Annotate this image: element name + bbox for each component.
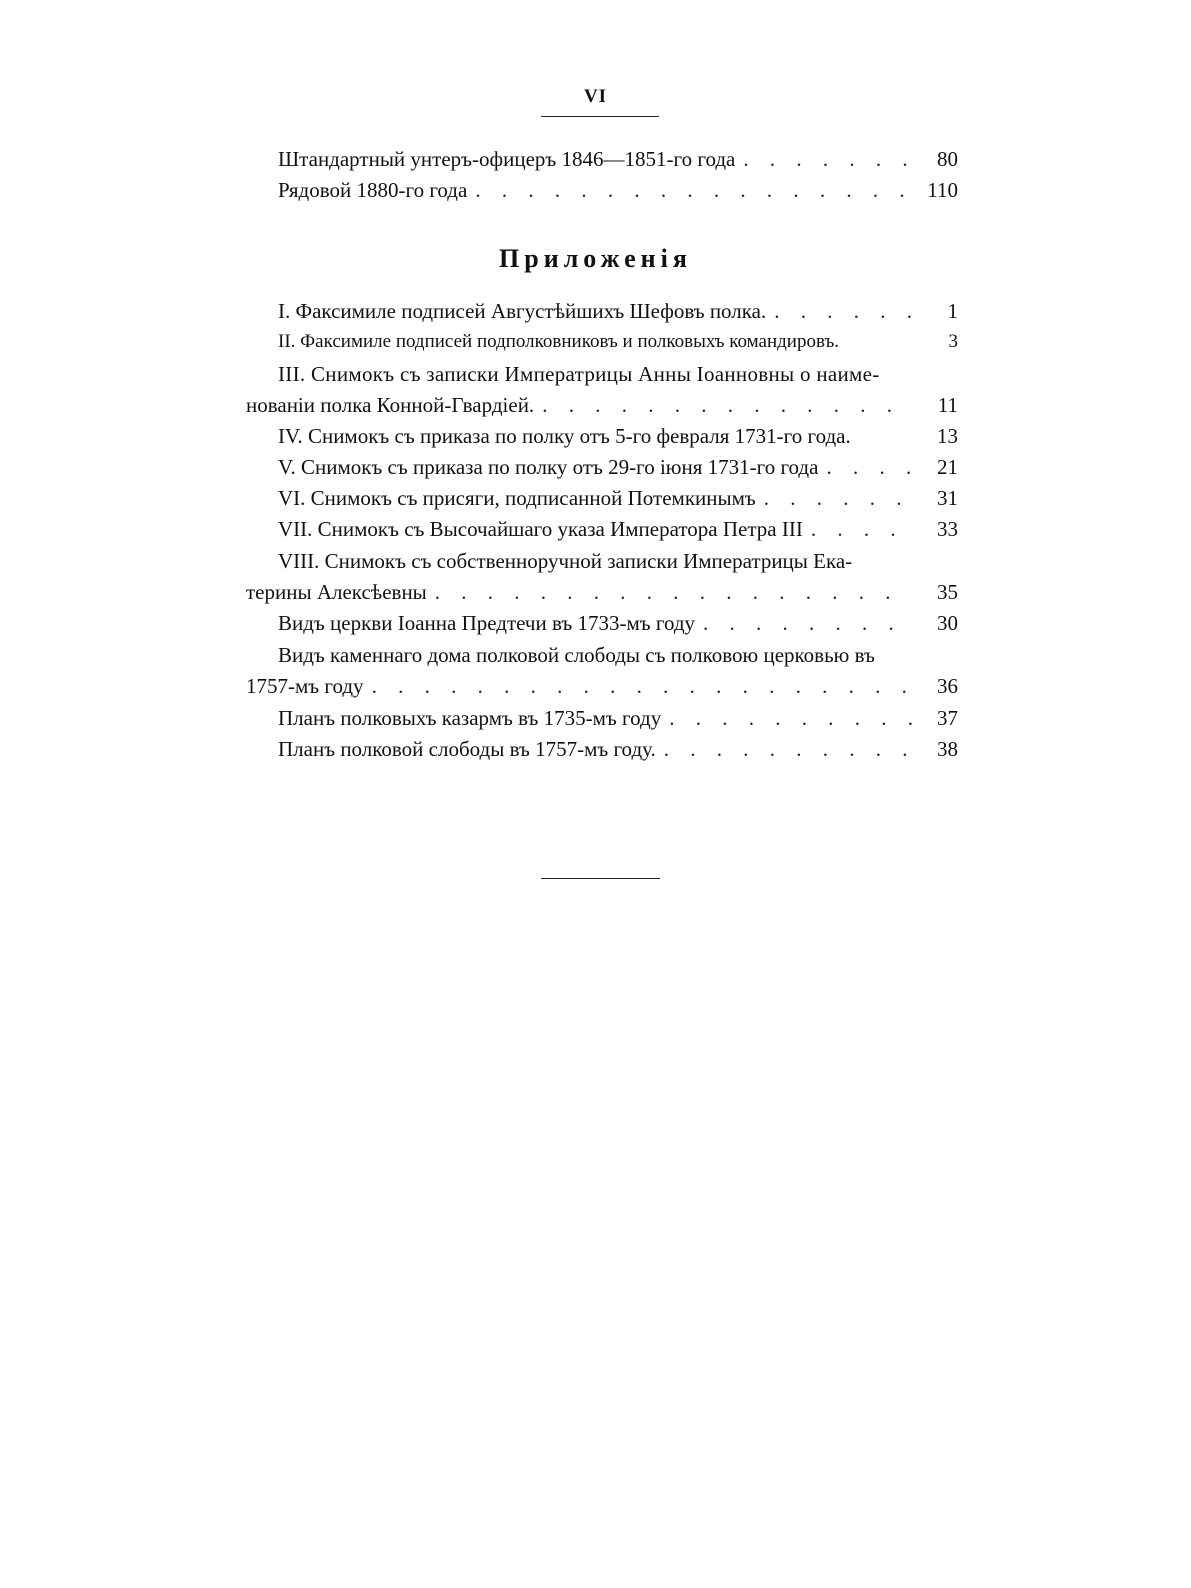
toc-entry-page: 80 (937, 147, 958, 171)
footer-rule (541, 878, 660, 879)
toc-entry (278, 175, 958, 205)
leader-dots (826, 452, 912, 482)
appendix-entry (278, 514, 958, 544)
page-number: VI (583, 86, 608, 107)
appendix-entry (278, 452, 958, 482)
toc-entry-text: Штандартный унтеръ-офицеръ 1846—1851-го года (278, 147, 736, 171)
appendix-entry-page: 3 (948, 331, 958, 352)
appendix-entry-text-line1: VIII. Снимокъ съ собственноручной записки Императрицы Ека- (278, 549, 853, 573)
leader-dots (542, 390, 912, 420)
appendix-entry-text: VI. Снимокъ съ присяги, подписанной Потемкинымъ (278, 486, 756, 510)
leader-dots (811, 514, 912, 544)
appendix-entry-page: 37 (937, 706, 958, 730)
appendix-entry (278, 608, 958, 638)
appendix-entry-text: II. Факсимиле подписей подполковниковъ и полковыхъ командировъ. (278, 331, 840, 352)
appendix-entry-text-line2: терины Алексѣевны (246, 580, 427, 604)
leader-dots (372, 671, 912, 701)
leader-dots (764, 483, 912, 513)
leader-dots (669, 703, 912, 733)
appendix-entry-text: V. Снимокъ съ приказа по полку отъ 29-го іюня 1731-го года (278, 455, 819, 479)
appendix-entry-page: 31 (937, 486, 958, 510)
appendix-entry-page: 36 (937, 674, 958, 698)
appendix-entry-text-line2: 1757-мъ году (246, 674, 364, 698)
appendix-entry (246, 577, 958, 607)
appendix-entry (246, 390, 958, 420)
appendix-entry-page: 11 (937, 393, 958, 417)
header-rule (541, 116, 659, 117)
appendix-entry-text: I. Факсимиле подписей Августѣйшихъ Шефовъ полка. (278, 299, 767, 323)
appendix-entry-page: 13 (937, 424, 958, 448)
appendix-entry-page: 38 (937, 737, 958, 761)
appendix-entry-text: IV. Снимокъ съ приказа по полку отъ 5-го февраля 1731-го года. (278, 424, 851, 448)
appendix-entry-page: 35 (937, 580, 958, 604)
leader-dots (703, 608, 912, 638)
appendix-entry (278, 296, 958, 326)
appendix-entry (278, 421, 958, 451)
leader-dots (743, 144, 912, 174)
appendix-entry-page: 21 (937, 455, 958, 479)
appendix-entry-page: 30 (937, 611, 958, 635)
appendix-entry-text: Планъ полковыхъ казармъ въ 1735-мъ году (278, 706, 662, 730)
toc-entry-text: Рядовой 1880-го года (278, 178, 468, 202)
appendix-entry-page: 33 (937, 517, 958, 541)
appendix-entry-text: Видъ церкви Іоанна Предтечи въ 1733-мъ году (278, 611, 696, 635)
leader-dots (664, 734, 912, 764)
appendix-entry (278, 703, 958, 733)
leader-dots (435, 577, 912, 607)
leader-dots (774, 296, 912, 326)
leader-dots (475, 175, 912, 205)
appendix-entry (246, 671, 958, 701)
appendix-entry (278, 483, 958, 513)
appendix-entry-text-line1: Видъ каменнаго дома полковой слободы съ полковою церковью въ (278, 643, 875, 667)
toc-entry-page: 110 (927, 178, 958, 202)
appendix-entry (278, 734, 958, 764)
appendix-entry (278, 327, 958, 357)
section-title: Приложенія (499, 244, 692, 273)
appendix-entry-text-line2: нованіи полка Конной-Гвардіей. (246, 393, 535, 417)
appendix-entry-page: 1 (947, 299, 958, 323)
toc-entry (278, 144, 958, 174)
appendix-entry-text: VII. Снимокъ съ Высочайшаго указа Императора Петра III (278, 517, 803, 541)
appendix-entry-text: Планъ полковой слободы въ 1757-мъ году. (278, 737, 656, 761)
appendix-entry-text-line1: III. Снимокъ съ записки Императрицы Анны Іоанновны о наиме- (278, 362, 880, 386)
